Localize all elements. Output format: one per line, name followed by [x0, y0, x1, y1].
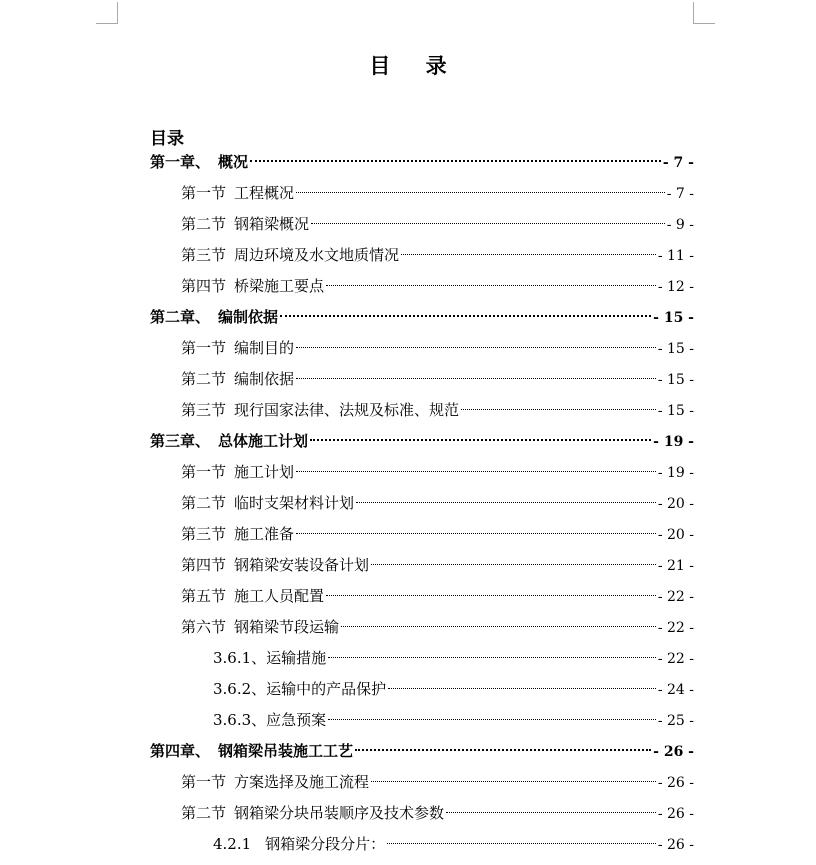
toc-entry-text: 临时支架材料计划 — [234, 494, 355, 512]
toc-dot-leader — [355, 749, 651, 751]
toc-entry-label — [181, 488, 354, 519]
toc-entry-text: 桥梁施工要点 — [234, 277, 325, 295]
toc-entry[interactable] — [213, 829, 694, 860]
toc-entry-number: 第六节 — [181, 618, 227, 636]
toc-entry[interactable] — [181, 798, 694, 829]
toc-entry-label — [181, 581, 324, 612]
toc-entry-number: 第三节 — [181, 525, 227, 543]
toc-entry-number: 第三节 — [181, 246, 227, 264]
toc-entry-number: 第四章、 — [150, 742, 211, 760]
toc-entry-number: 第三节 — [181, 401, 227, 419]
crop-mark-top-right — [693, 2, 715, 24]
toc-entry-text: 钢箱梁吊装施工工艺 — [218, 742, 354, 760]
toc-entry-page-number: - 20 - — [657, 527, 694, 543]
toc-entry-number: 第二节 — [181, 494, 227, 512]
crop-mark-top-left — [96, 2, 118, 24]
toc-entry-page-number: - 11 - — [657, 248, 694, 264]
toc-entry[interactable] — [181, 271, 694, 302]
toc-entry-label — [213, 674, 386, 705]
toc-dot-leader — [328, 657, 656, 658]
toc-dot-leader — [356, 502, 656, 503]
toc-entry[interactable] — [150, 426, 694, 457]
toc-entry[interactable] — [150, 302, 694, 333]
toc-entry-label — [181, 612, 339, 643]
toc-entry[interactable] — [213, 705, 694, 736]
toc-entry-page-number: - 26 - — [653, 744, 694, 760]
toc-dot-leader — [388, 688, 656, 689]
toc-entry-number: 第二节 — [181, 804, 227, 822]
toc-entry-page-number: - 22 - — [657, 589, 694, 605]
toc-entry-label — [213, 829, 385, 860]
toc-entry-label — [181, 333, 294, 364]
toc-entry-page-number: - 24 - — [657, 682, 694, 698]
toc-entry[interactable] — [181, 364, 694, 395]
toc-entry-label — [150, 736, 353, 767]
toc-entry-text: 方案选择及施工流程 — [234, 773, 370, 791]
toc-entry-number: 第一节 — [181, 463, 227, 481]
toc-dot-leader — [446, 812, 656, 813]
toc-dot-leader — [341, 626, 656, 627]
toc-entry-page-number: - 15 - — [657, 372, 694, 388]
toc-entry-label — [181, 240, 399, 271]
toc-dot-leader — [296, 192, 665, 193]
toc-entry-label — [181, 457, 294, 488]
toc-entry[interactable] — [213, 643, 694, 674]
toc-entry-page-number: - 9 - — [666, 217, 694, 233]
toc-entry-text: 钢箱梁分块吊装顺序及技术参数 — [234, 804, 445, 822]
toc-dot-leader — [326, 285, 656, 286]
toc-dot-leader — [296, 378, 656, 379]
toc-entry[interactable] — [181, 457, 694, 488]
toc-entry[interactable] — [181, 395, 694, 426]
toc-entry[interactable] — [150, 736, 694, 767]
toc-entry[interactable] — [181, 209, 694, 240]
toc-entry-number: 第一节 — [181, 773, 227, 791]
toc-entry-page-number: - 15 - — [657, 341, 694, 357]
toc-entry-page-number: - 19 - — [657, 465, 694, 481]
toc-entry-page-number: - 15 - — [657, 403, 694, 419]
toc-entry-label — [181, 395, 459, 426]
toc-entry-label — [181, 271, 324, 302]
toc-entry-text: 编制目的 — [234, 339, 295, 357]
toc-entry-text: 施工准备 — [234, 525, 295, 543]
toc-entry-label — [181, 550, 369, 581]
toc-entry-page-number: - 20 - — [657, 496, 694, 512]
toc-entry-text: 施工计划 — [234, 463, 295, 481]
toc-entry-label — [181, 178, 294, 209]
toc-entry-number: 3.6.1、 — [213, 649, 267, 667]
toc-entry-text: 钢箱梁节段运输 — [234, 618, 340, 636]
toc-dot-leader — [326, 595, 656, 596]
toc-entry-text: 工程概况 — [234, 184, 295, 202]
toc-entry[interactable] — [150, 147, 694, 178]
toc-entry-number: 第二节 — [181, 215, 227, 233]
toc-entry-label — [181, 519, 294, 550]
toc-dot-leader — [387, 843, 656, 844]
toc-entry-text: 编制依据 — [218, 308, 279, 326]
toc-entry-page-number: - 22 - — [657, 651, 694, 667]
toc-entry-page-number: - 7 - — [662, 155, 694, 171]
toc-dot-leader — [461, 409, 656, 410]
toc-entry[interactable] — [181, 333, 694, 364]
toc-entry[interactable] — [181, 581, 694, 612]
toc-entry-page-number: - 26 - — [657, 775, 694, 791]
toc-entry[interactable] — [181, 767, 694, 798]
toc-entry-text: 施工人员配置 — [234, 587, 325, 605]
toc-entry-text: 运输措施 — [266, 649, 327, 667]
toc-entry-number: 第一节 — [181, 184, 227, 202]
toc-entry-label — [150, 426, 308, 457]
toc-dot-leader — [401, 254, 656, 255]
toc-entry-text: 周边环境及水文地质情况 — [234, 246, 400, 264]
toc-entry-number: 4.2.1 — [213, 835, 252, 853]
toc-dot-leader — [280, 315, 651, 317]
toc-entry-text: 钢箱梁安装设备计划 — [234, 556, 370, 574]
toc-entry-page-number: - 25 - — [657, 713, 694, 729]
toc-dot-leader — [250, 160, 661, 162]
toc-entry-number: 3.6.3、 — [213, 711, 267, 729]
toc-dot-leader — [296, 533, 656, 534]
toc-dot-leader — [296, 347, 656, 348]
toc-dot-leader — [328, 719, 656, 720]
toc-entry-label — [181, 798, 444, 829]
toc-entry-label — [150, 302, 278, 333]
toc-entry[interactable] — [213, 674, 694, 705]
toc-entry-text: 钢箱梁概况 — [234, 215, 310, 233]
toc-entry-page-number: - 15 - — [653, 310, 694, 326]
toc-entry-number: 第一章、 — [150, 153, 211, 171]
page-title: 目 录 — [369, 53, 461, 78]
toc-dot-leader — [371, 564, 656, 565]
toc-entry-label — [213, 643, 326, 674]
toc-entry-text: 钢箱梁分段分片： — [265, 835, 386, 853]
toc-entry-text: 编制依据 — [234, 370, 295, 388]
toc-entry[interactable] — [181, 550, 694, 581]
toc-entry-text: 运输中的产品保护 — [266, 680, 387, 698]
toc-entry-number: 第三章、 — [150, 432, 211, 450]
toc-entry-number: 第一节 — [181, 339, 227, 357]
toc-entry-page-number: - 12 - — [657, 279, 694, 295]
toc-entry-number: 第五节 — [181, 587, 227, 605]
toc-entry-page-number: - 22 - — [657, 620, 694, 636]
toc-entry-label — [150, 147, 248, 178]
toc-entry-page-number: - 19 - — [653, 434, 694, 450]
toc-entry-label — [213, 705, 326, 736]
toc-entry[interactable] — [181, 612, 694, 643]
toc-entry-text: 应急预案 — [266, 711, 327, 729]
toc-entry[interactable] — [181, 178, 694, 209]
toc-dot-leader — [371, 781, 656, 782]
toc-entry-page-number: - 21 - — [657, 558, 694, 574]
toc-dot-leader — [310, 439, 651, 441]
toc-dot-leader — [311, 223, 665, 224]
toc-entry-number: 第二章、 — [150, 308, 211, 326]
toc-entry-label — [181, 767, 369, 798]
toc-entry-number: 第四节 — [181, 277, 227, 295]
toc-entry-text: 现行国家法律、法规及标准、规范 — [234, 401, 460, 419]
toc-dot-leader — [296, 471, 656, 472]
toc-entry-page-number: - 26 - — [657, 837, 694, 853]
toc-entry-label — [181, 209, 309, 240]
toc-entry-text: 概况 — [218, 153, 249, 171]
toc-entry[interactable] — [181, 488, 694, 519]
toc-entry[interactable] — [181, 240, 694, 271]
toc-entry-page-number: - 7 - — [666, 186, 694, 202]
toc-entry-number: 第二节 — [181, 370, 227, 388]
toc-heading: 目录 — [150, 129, 184, 149]
toc-entry-label — [181, 364, 294, 395]
toc-entry[interactable] — [181, 519, 694, 550]
toc-entry-number: 3.6.2、 — [213, 680, 267, 698]
toc-entry-page-number: - 26 - — [657, 806, 694, 822]
toc-entry-number: 第四节 — [181, 556, 227, 574]
toc-entry-text: 总体施工计划 — [218, 432, 309, 450]
